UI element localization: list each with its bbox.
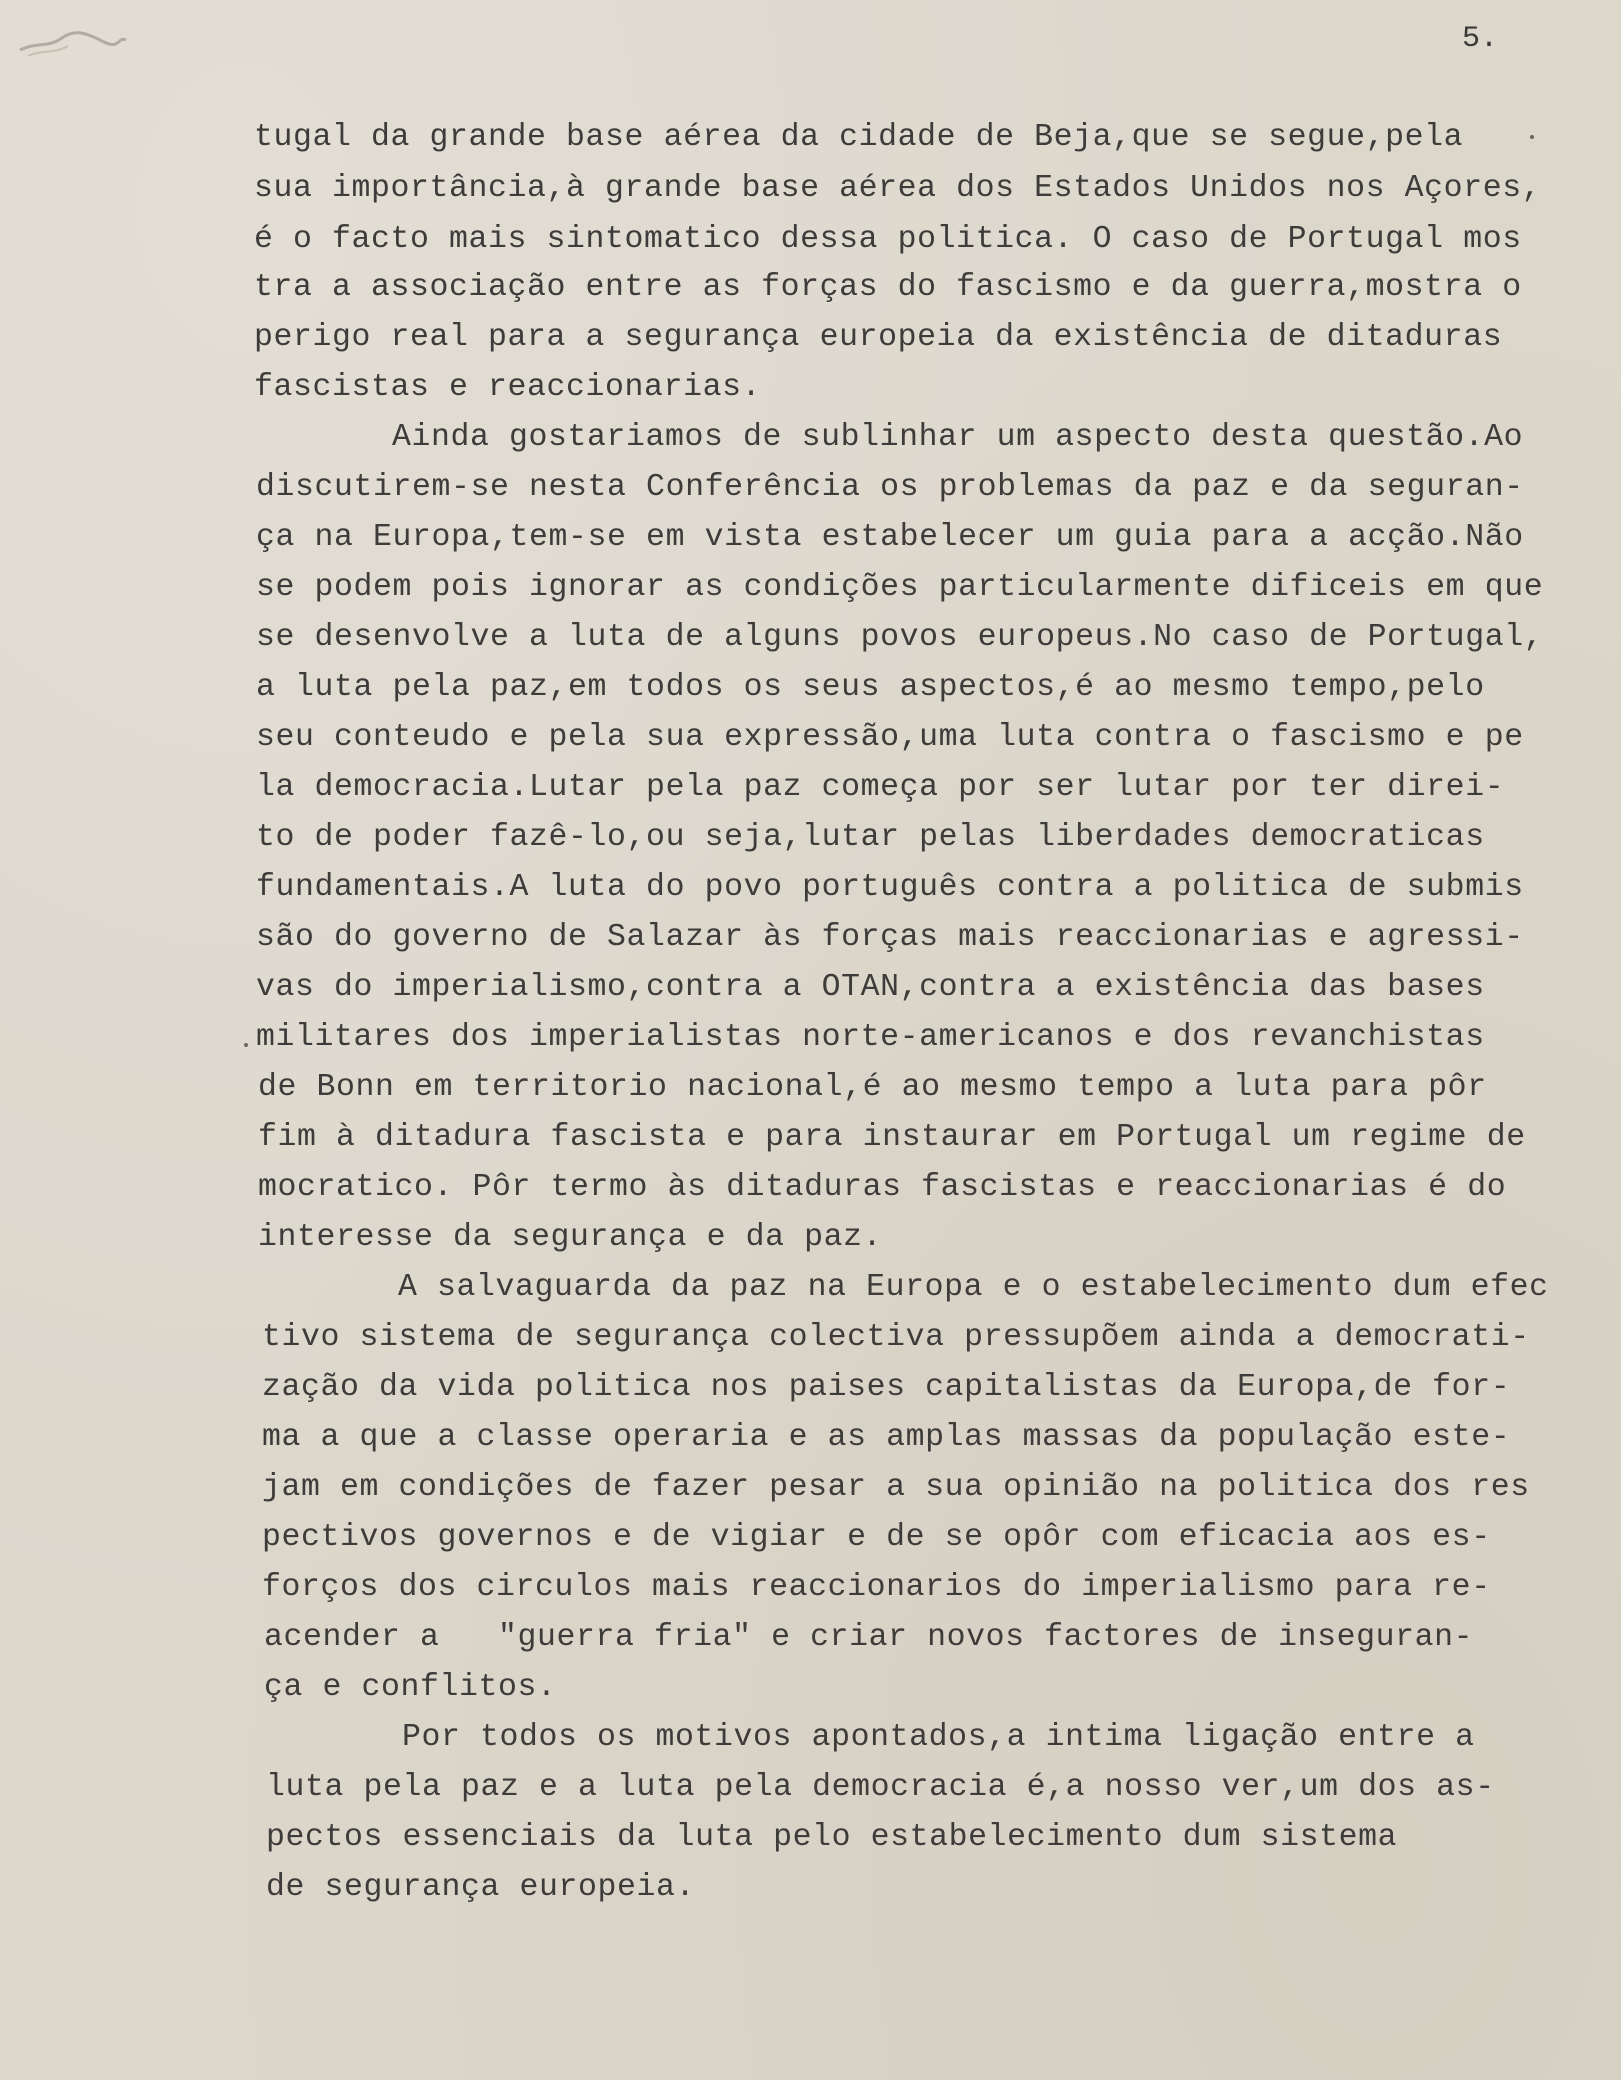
text-line: fascistas e reaccionarias. <box>254 370 762 405</box>
text-line: pectos essenciais da luta pelo estabelecimento dum sistema <box>266 1820 1398 1855</box>
text-line: luta pela paz e a luta pela democracia é,a nosso ver,um dos as- <box>266 1770 1495 1805</box>
text-line: la democracia.Lutar pela paz começa por ser lutar por ter direi- <box>256 770 1505 805</box>
text-line: de segurança europeia. <box>266 1870 696 1905</box>
stray-mark <box>1530 135 1534 139</box>
text-line: zação da vida politica nos paises capitalistas da Europa,de for- <box>262 1370 1511 1405</box>
text-line: ça na Europa,tem-se em vista estabelecer um guia para a acção.Não <box>256 520 1524 555</box>
text-line: interesse da segurança e da paz. <box>258 1220 883 1255</box>
text-line: pectivos governos e de vigiar e de se opôr com eficacia aos es- <box>262 1520 1491 1555</box>
text-line: jam em condições de fazer pesar a sua opinião na politica dos res <box>262 1470 1530 1505</box>
text-line: se podem pois ignorar as condições particularmente dificeis em que <box>256 570 1544 605</box>
text-line: Ainda gostariamos de sublinhar um aspecto desta questão.Ao <box>392 420 1524 455</box>
text-line: A salvaguarda da paz na Europa e o estabelecimento dum efec <box>398 1270 1549 1305</box>
text-line: Por todos os motivos apontados,a intima ligação entre a <box>402 1720 1475 1755</box>
text-line: seu conteudo e pela sua expressão,uma luta contra o fascismo e pe <box>256 720 1524 755</box>
page-number: 5. <box>1462 22 1499 56</box>
text-line: to de poder fazê-lo,ou seja,lutar pelas liberdades democraticas <box>256 820 1485 855</box>
text-line: se desenvolve a luta de alguns povos europeus.No caso de Portugal, <box>256 620 1544 655</box>
text-line: tugal da grande base aérea da cidade de Beja,que se segue,pela <box>254 120 1464 155</box>
text-line: vas do imperialismo,contra a OTAN,contra a existência das bases <box>256 970 1485 1005</box>
text-line: fundamentais.A luta do povo português contra a politica de submis <box>256 870 1524 905</box>
text-line: discutirem-se nesta Conferência os problemas da paz e da seguran- <box>256 470 1524 505</box>
text-line: perigo real para a segurança europeia da existência de ditaduras <box>254 320 1503 355</box>
text-line: tivo sistema de segurança colectiva pressupõem ainda a democrati- <box>262 1320 1530 1355</box>
text-line: fim à ditadura fascista e para instaurar em Portugal um regime de <box>258 1120 1526 1155</box>
text-line: acender a "guerra fria" e criar novos factores de inseguran- <box>264 1620 1474 1655</box>
text-line: a luta pela paz,em todos os seus aspectos,é ao mesmo tempo,pelo <box>256 670 1485 705</box>
text-line: de Bonn em territorio nacional,é ao mesmo tempo a luta para pôr <box>258 1070 1487 1105</box>
text-line: militares dos imperialistas norte-americanos e dos revanchistas <box>256 1020 1485 1055</box>
ink-smudge <box>18 28 128 58</box>
stray-mark <box>244 1043 248 1047</box>
text-line: mocratico. Pôr termo às ditaduras fascistas e reaccionarias é do <box>258 1170 1507 1205</box>
text-line: ma a que a classe operaria e as amplas massas da população este- <box>262 1420 1511 1455</box>
text-line: ça e conflitos. <box>264 1670 557 1705</box>
text-line: sua importância,à grande base aérea dos Estados Unidos nos Açores, <box>254 171 1542 206</box>
text-line: tra a associação entre as forças do fascismo e da guerra,mostra o <box>254 270 1522 305</box>
text-line: é o facto mais sintomatico dessa politica. O caso de Portugal mos <box>254 222 1522 257</box>
text-line: são do governo de Salazar às forças mais reaccionarias e agressi- <box>256 920 1524 955</box>
text-line: forços dos circulos mais reaccionarios do imperialismo para re- <box>262 1570 1491 1605</box>
